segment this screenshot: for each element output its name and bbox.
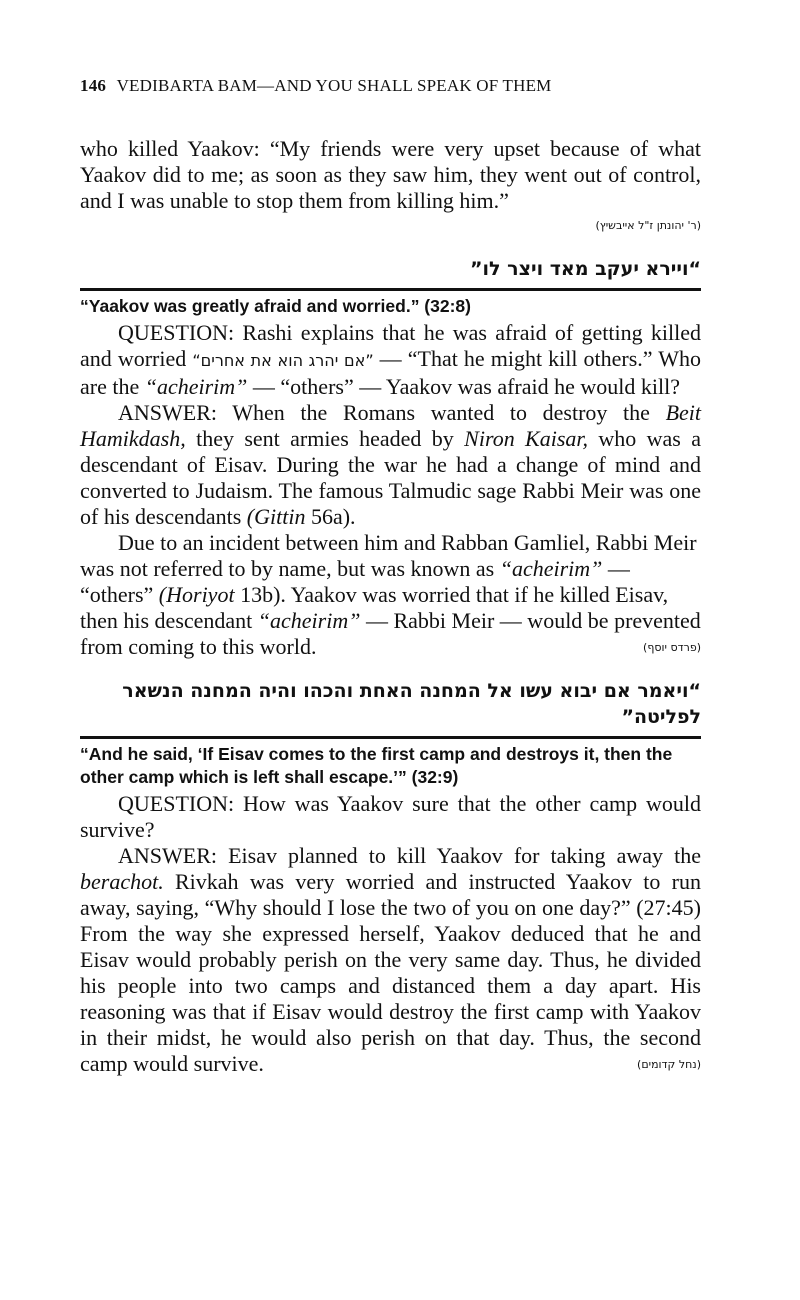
italic-term: Beit Hamikdash, <box>80 400 701 451</box>
text-run: — “others” — Yaakov was afraid he would kill? <box>247 374 680 399</box>
italic-term: berachot. <box>80 869 164 894</box>
text-run: 13b). Yaakov was worried that if he killed Eisav, then his descendant <box>80 582 669 633</box>
text-run: ANSWER: Eisav planned to kill Yaakov for taking away the <box>118 843 701 868</box>
italic-term: (Gittin <box>246 504 306 529</box>
text-run: — Rabbi Meir — would be prevented from coming to this world. <box>80 608 701 659</box>
italic-term: “acheirim” <box>499 556 603 581</box>
running-title: VEDIBARTA BAM—AND YOU SHALL SPEAK OF THEM <box>116 76 552 95</box>
italic-term: (Horiyot <box>158 582 235 607</box>
intro-source <box>80 216 701 234</box>
text-run: — “others” <box>80 556 630 607</box>
text-run: who was a descendant of Eisav. During the war he had a change of mind and converted to Judaism. The famous Talmudic sage Rabbi Meir was one of his descendants <box>80 426 701 529</box>
section1-answer <box>80 400 701 530</box>
section1-source-text: (פרדס יוסף) <box>643 641 701 654</box>
section2-english-heading: “And he said, ‘If Eisav comes to the first camp and destroys it, then the other camp which is left shall escape.’” (32:9) <box>80 744 673 787</box>
text-run: they sent armies headed by <box>185 426 465 451</box>
intro-source-text: (ר' יהונתן ז"ל אייבשיץ) <box>595 219 701 232</box>
section1-hebrew-heading: “ויירא יעקב מאד ויצר לו” <box>80 256 701 291</box>
section1-paragraph3 <box>80 530 701 660</box>
section2-hebrew-heading: “ויאמר אם יבוא עשו אל המחנה האחת והכהו והיה המחנה הנשאר לפליטה” <box>80 678 701 739</box>
running-header <box>80 76 701 96</box>
italic-term: “acheirim” <box>257 608 361 633</box>
italic-term: “acheirim” <box>144 374 248 399</box>
text-run: — “That he might kill others.” Who are the <box>80 346 702 399</box>
section1-english-heading: “Yaakov was greatly afraid and worried.” (32:8) <box>80 296 471 316</box>
page <box>80 76 702 1076</box>
section2-source-text: (נחל קדומים) <box>637 1058 701 1071</box>
hebrew-quote: “אם יהרג הוא את אחרים” <box>192 351 374 370</box>
section2-question: QUESTION: How was Yaakov sure that the other camp would survive? <box>80 791 701 842</box>
text-run: Due to an incident between him and Rabban Gamliel, Rabbi Meir was not referred to by name, but was known as <box>80 530 697 581</box>
section1-final-line <box>80 530 701 660</box>
text-run: ANSWER: When the Romans wanted to destroy the <box>118 400 666 425</box>
section2-answer <box>80 843 701 1077</box>
page-number: 146 <box>80 76 107 95</box>
text-run: 56a). <box>305 504 356 529</box>
intro-paragraph: who killed Yaakov: “My friends were very upset because of what Yaakov did to me; as soon as they saw him, they went out of control, and I was unable to stop them from killing him.” <box>80 136 701 213</box>
text-run: Rivkah was very worried and instructed Yaakov to run away, saying, “Why should I lose the two of you on one day?” (27:45) From the way she expressed herself, Yaakov deduced that he and Eisav would probably perish on the very same day. Thus, he divided his people into two camps and distanced them a day apart. His reasoning was that if Eisav would destroy the first camp with Yaakov in their midst, he would also perish on that day. Thus, the second camp would survive. <box>80 869 701 1076</box>
section1-question <box>80 320 701 400</box>
italic-term: Niron Kaisar, <box>464 426 589 451</box>
text-run: QUESTION: Rashi explains that he was afraid of getting killed and worried <box>80 320 701 371</box>
